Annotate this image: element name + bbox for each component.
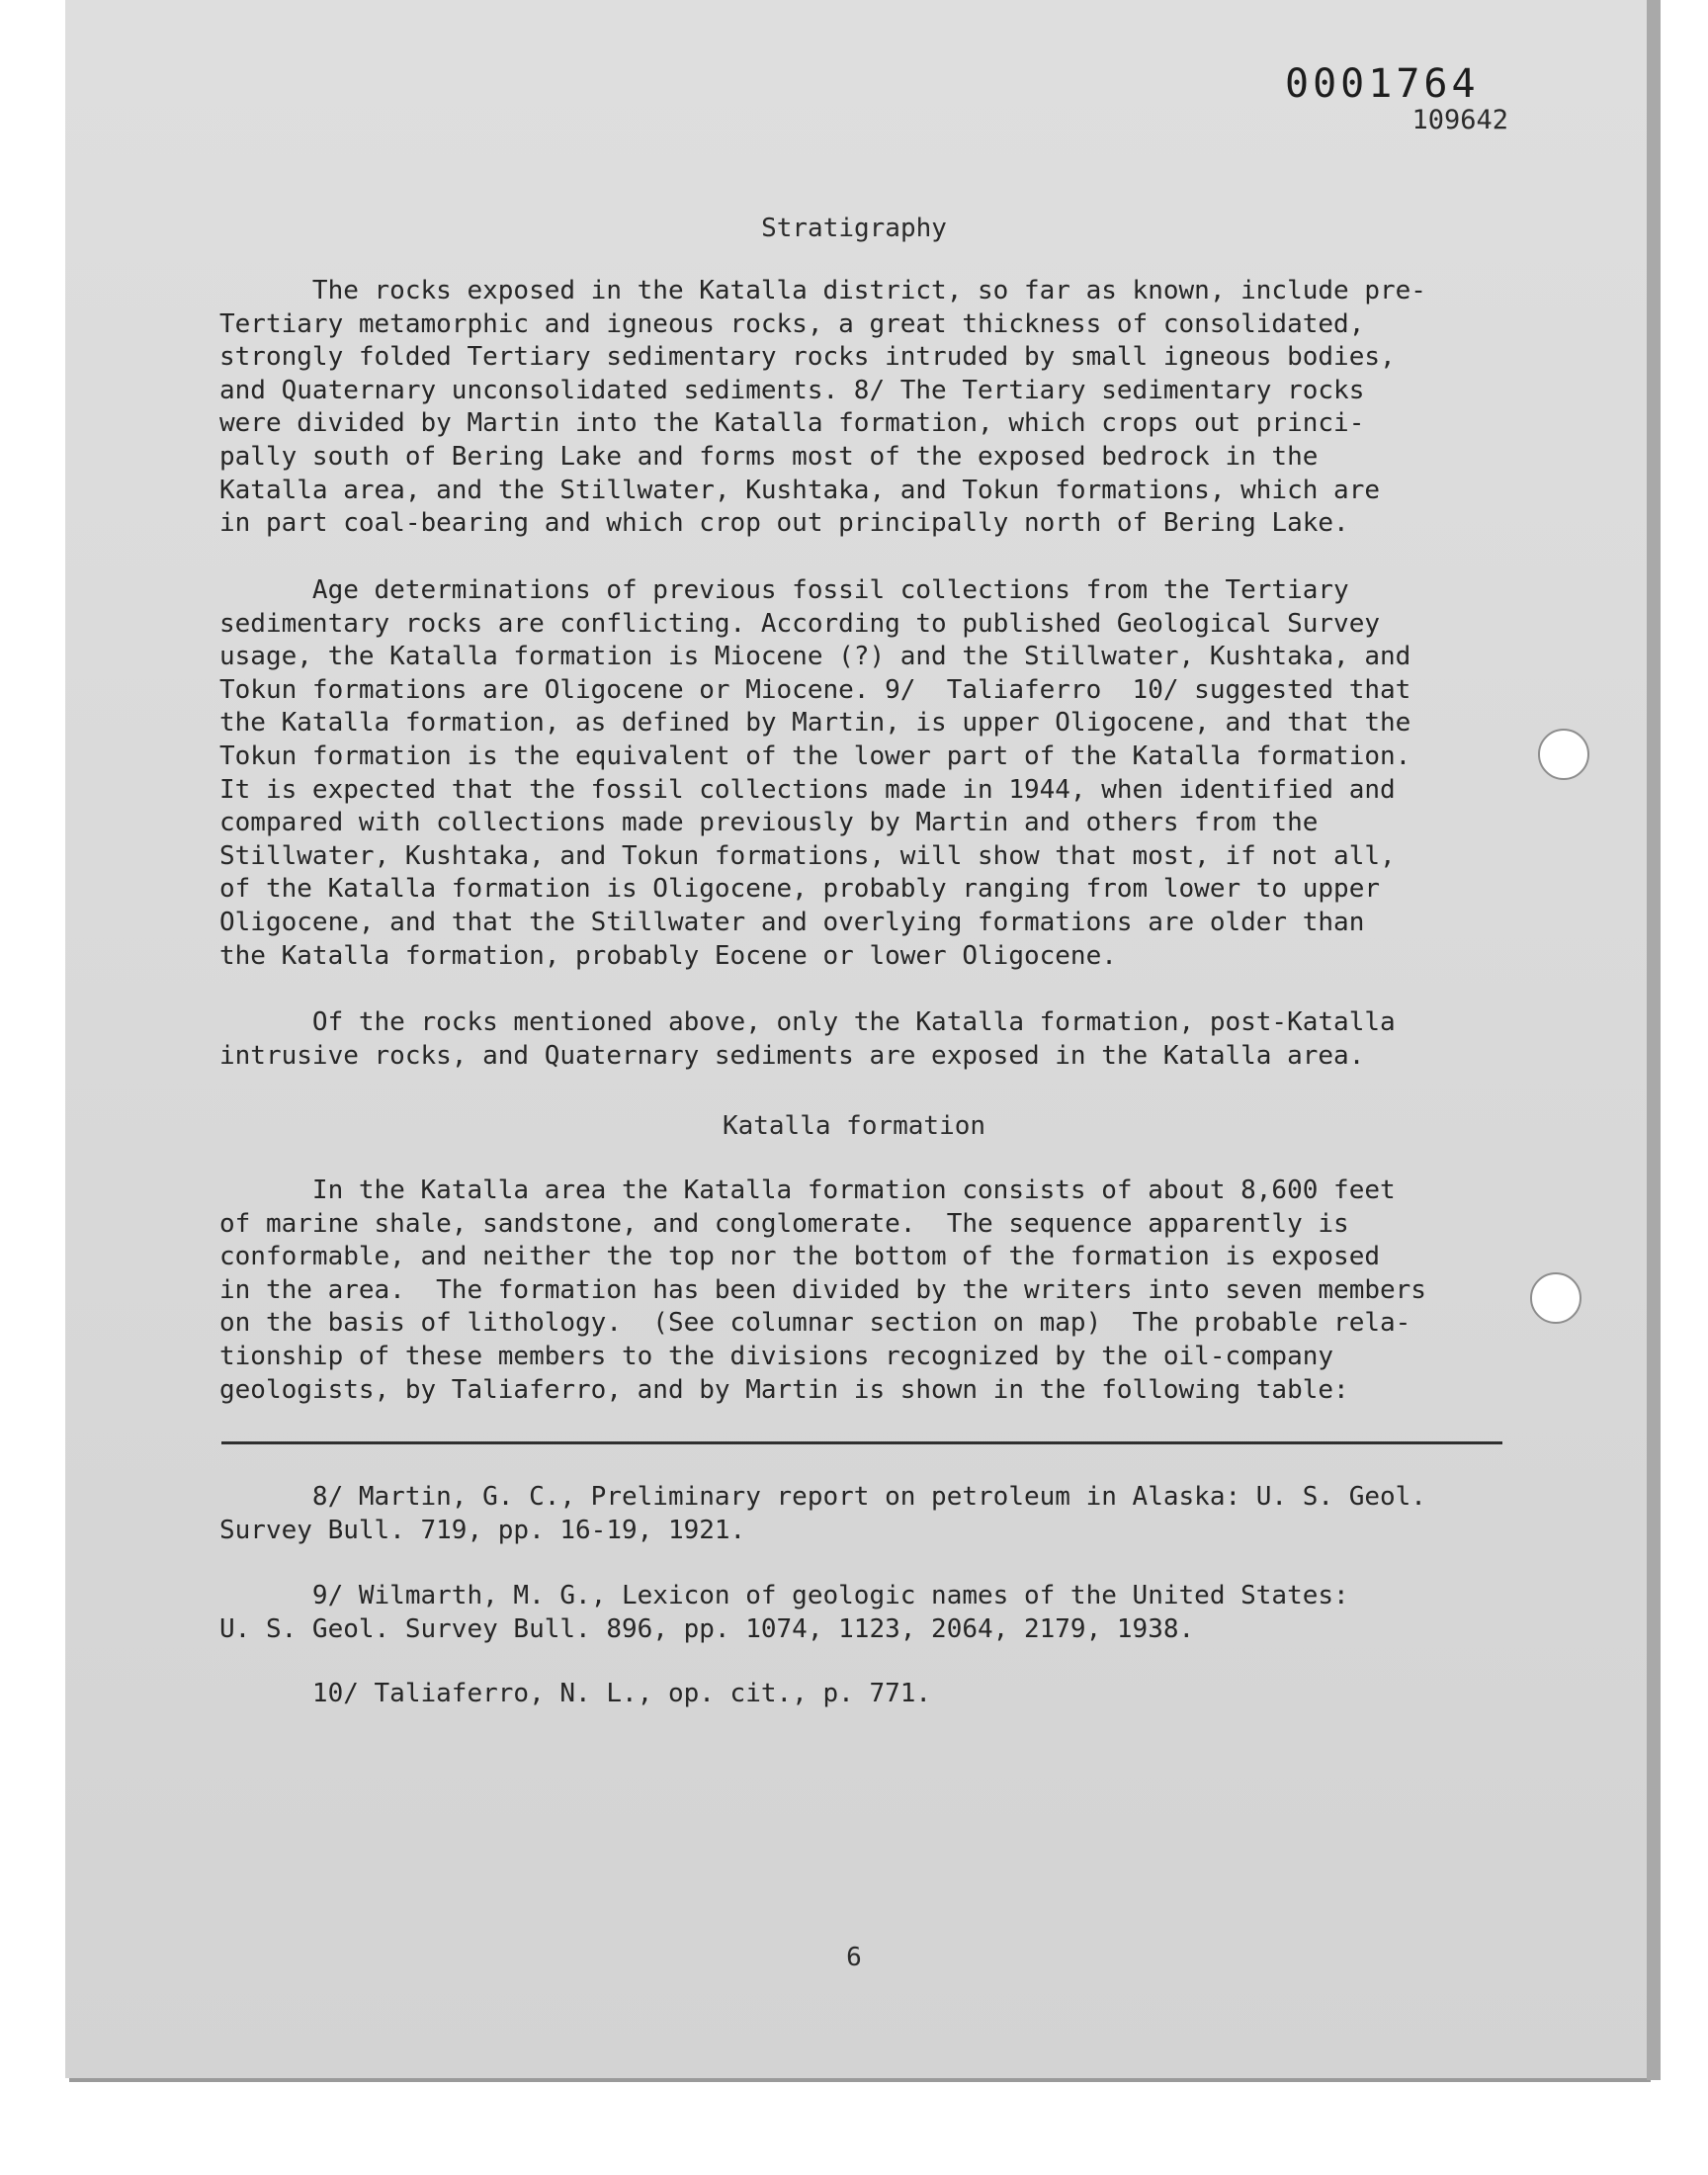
document-number: 0001764 <box>1285 61 1480 107</box>
secondary-document-number: 109642 <box>1411 105 1508 135</box>
footnote-separator-rule <box>221 1441 1502 1444</box>
page-number: 6 <box>846 1943 862 1972</box>
paragraph-rocks-exposed: The rocks exposed in the Katalla district, so far as known, include pre- Tertiary metamorphic and igneous rocks, a great thickness of consolidated, strongly folded Tertiary sedimentary rocks intruded by small igneous bodies, and Quaternary unconsolidated sediments. 8/ The Tertiary sedimentary rocks were divided by Martin into the Katalla formation, which crops out princi- pally south of Bering Lake and forms most of the exposed bedrock in the Katalla area, and the Stillwater, Kushtaka, and Tokun formations, which are in part coal-bearing and which crop out principally north of Bering Lake. <box>219 276 1426 539</box>
paragraph-katalla-area: In the Katalla area the Katalla formation consists of about 8,600 feet of marine shale, sandstone, and conglomerate. The sequence apparently is conformable, and neither the top nor the bottom of the formation is exposed in the area. The formation has been divided by the writers into seven members on the basis of lithology. (See columnar section on map) The probable rela- tionship of these members to the divisions recognized by the oil-company geologists, by Taliaferro, and by Martin is shown in the following table: <box>219 1175 1426 1405</box>
punch-hole-upper <box>1538 729 1589 780</box>
page-edge-shadow <box>1647 0 1661 2080</box>
footnote-9: 9/ Wilmarth, M. G., Lexicon of geologic names of the United States: U. S. Geol. Survey Bull. 896, pp. 1074, 1123, 2064, 2179, 1938. <box>219 1581 1349 1644</box>
paragraph-rocks-mentioned: Of the rocks mentioned above, only the Katalla formation, post-Katalla intrusive rocks, and Quaternary sediments are exposed in the Katalla area. <box>219 1007 1396 1071</box>
paragraph-age-determinations: Age determinations of previous fossil collections from the Tertiary sedimentary rocks are conflicting. According to published Geological Survey usage, the Katalla formation is Miocene (?) and the Stillwater, Kushtaka, and Tokun formations are Oligocene or Miocene. 9/ Taliaferro 10/ suggested that the Katalla formation, as defined by Martin, is upper Oligocene, and that the Tokun formation is the equivalent of the lower part of the Katalla formation. It is expected that the fossil collections made in 1944, when identified and compared with collections made previously by Martin and others from the Stillwater, Kushtaka, and Tokun formations, will show that most, if not all, of the Katalla formation is Oligocene, probably ranging from lower to upper Oligocene, and that the Stillwater and overlying formations are older than the Katalla formation, probably Eocene or lower Oligocene. <box>219 575 1411 971</box>
section-heading-stratigraphy: Stratigraphy <box>761 214 947 243</box>
punch-hole-lower <box>1530 1272 1581 1324</box>
section-heading-katalla-formation: Katalla formation <box>722 1111 986 1141</box>
footnote-8: 8/ Martin, G. C., Preliminary report on petroleum in Alaska: U. S. Geol. Survey Bull. 719, pp. 16-19, 1921. <box>219 1482 1426 1545</box>
footnote-10: 10/ Taliaferro, N. L., op. cit., p. 771. <box>219 1679 932 1708</box>
